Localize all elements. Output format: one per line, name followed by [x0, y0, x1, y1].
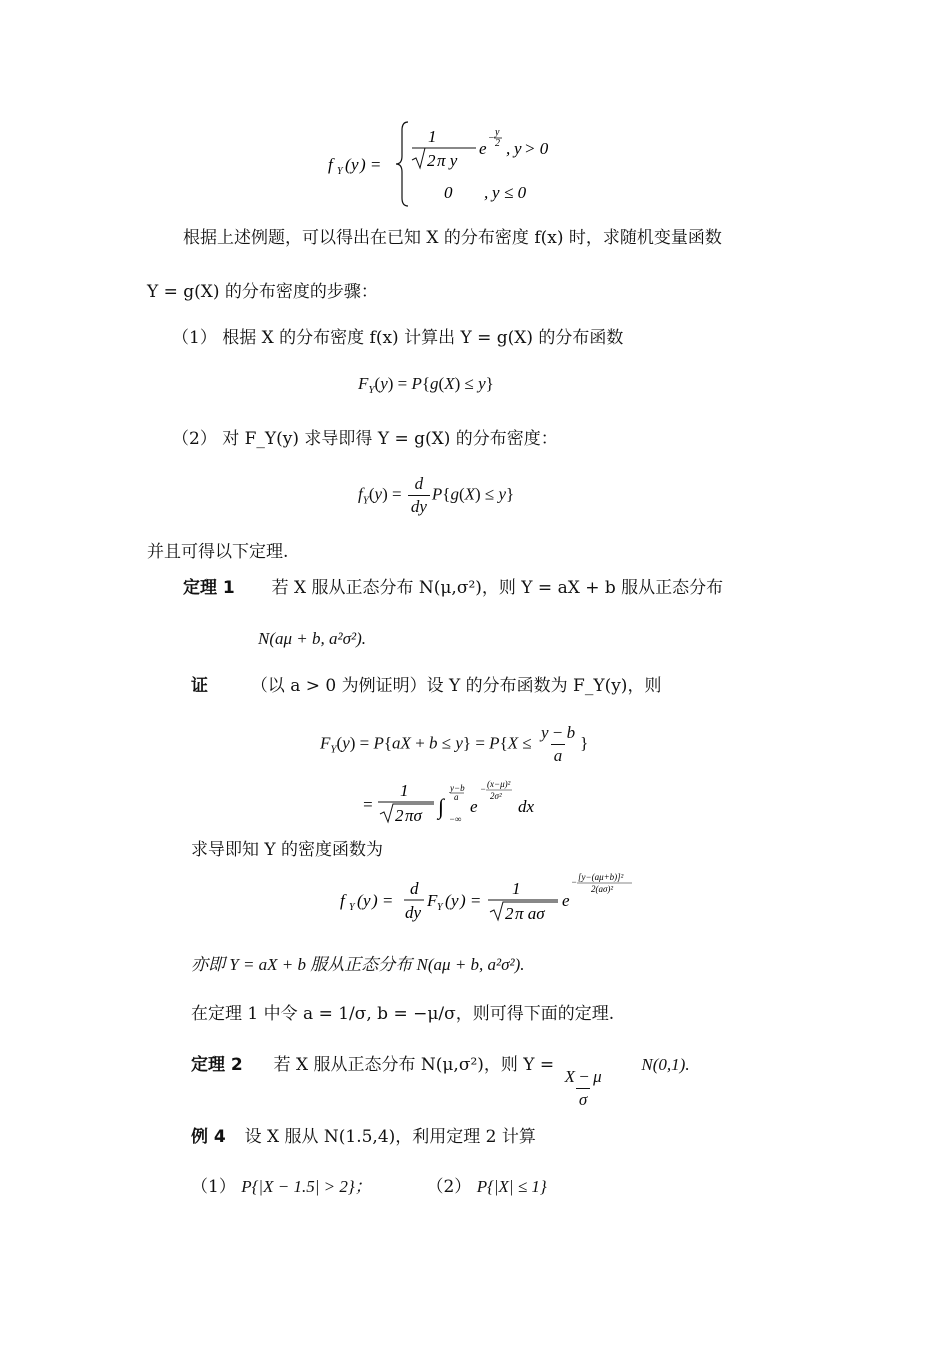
example-4-questions [191, 1176, 547, 1198]
svg-text:e: e [479, 139, 487, 158]
svg-text:e: e [470, 797, 478, 816]
svg-text:−: − [571, 877, 578, 887]
svg-text:Y: Y [337, 166, 343, 177]
svg-text:y: y [492, 183, 500, 202]
svg-text:y: y [514, 139, 522, 158]
svg-text:dy: dy [405, 903, 422, 922]
example-4-text: 设 X 服从 N(1.5,4)，利用定理 2 计算 [244, 1127, 536, 1147]
svg-text:(x−μ)²: (x−μ)² [487, 779, 511, 789]
svg-text:y: y [495, 127, 500, 138]
svg-text:f: f [340, 891, 345, 910]
svg-text:1: 1 [428, 127, 437, 146]
proof-derive-text: 求导即知 Y 的密度函数为 [191, 840, 384, 860]
svg-text:1: 1 [512, 879, 521, 898]
step-2-text: 对 F_Y(y) 求导即得 Y = g(X) 的分布密度： [222, 429, 558, 449]
svg-text:∫: ∫ [438, 794, 445, 819]
piecewise-density-formula [328, 118, 568, 210]
step-1-text: 根据 X 的分布密度 f(x) 计算出 Y = g(X) 的分布函数 [222, 328, 624, 348]
svg-text:F: F [427, 891, 438, 910]
after-steps-text: 并且可得以下定理. [147, 542, 289, 562]
svg-text:e: e [562, 891, 570, 910]
proof-text: （以 a > 0 为例证明）设 Y 的分布函数为 F_Y(y)，则 [250, 676, 662, 696]
proof-intro [191, 675, 661, 697]
svg-text:[y−(aμ+b)]²: [y−(aμ+b)]² [578, 872, 624, 882]
svg-text:Y: Y [349, 902, 355, 913]
svg-text:2: 2 [427, 151, 436, 170]
theorem-2-text: 若 X 服从正态分布 N(μ,σ²)，则 Y = [273, 1055, 555, 1075]
svg-text:2: 2 [505, 904, 514, 923]
theorem-1-label: 定理 1 [183, 578, 235, 598]
integral-formula-svg [360, 776, 560, 834]
proof-formula-3 [340, 868, 640, 937]
svg-text:,: , [506, 139, 511, 158]
svg-text:) =: ) = [372, 891, 394, 910]
theorem-2 [191, 1054, 690, 1110]
svg-text:f: f [328, 155, 333, 174]
question-1-label: （1） [191, 1177, 236, 1197]
svg-text:y: y [451, 891, 459, 910]
density-derivative-formula: $f_Y(y)$ = $\frac{d}{dy}$ P{g(X) ≤ y} [358, 474, 515, 516]
svg-text:1: 1 [400, 781, 409, 800]
svg-text:−: − [480, 784, 487, 794]
standardize-fraction: $\frac{X - \mu}{\sigma}$ [564, 1067, 602, 1109]
svg-text:a: a [454, 792, 459, 802]
density-result-svg [340, 868, 640, 932]
theorem-2-tail: N(0,1). [641, 1055, 690, 1074]
svg-text:) =: ) = [360, 155, 382, 174]
svg-text:πσ: πσ [405, 806, 422, 825]
proof-conclusion: 亦即 Y = aX + b 服从正态分布 N(aμ + b, a²σ²). [191, 955, 525, 974]
question-1: P{|X − 1.5| > 2}； [241, 1177, 372, 1196]
svg-text:−: − [488, 133, 495, 144]
intro-line-2: Y = g(X) 的分布密度的步骤： [147, 282, 378, 302]
corollary-intro: 在定理 1 中令 a = 1/σ, b = −μ/σ，则可得下面的定理. [191, 1004, 615, 1024]
svg-text:−∞: −∞ [449, 814, 462, 824]
theorem-1-text: 若 X 服从正态分布 N(μ,σ²)，则 Y = aX + b 服从正态分布 [271, 578, 724, 598]
step-1 [172, 327, 623, 349]
svg-text:0: 0 [444, 183, 453, 202]
svg-text:2: 2 [395, 806, 404, 825]
svg-text:π y: π y [437, 151, 458, 170]
piecewise-formula-svg [328, 118, 568, 210]
svg-text:2: 2 [495, 138, 500, 149]
svg-text:Y: Y [437, 902, 443, 913]
example-4 [191, 1126, 536, 1148]
proof-label: 证 [191, 676, 208, 696]
question-2-label: （2） [426, 1177, 472, 1197]
svg-text:> 0: > 0 [524, 139, 549, 158]
theorem-1 [183, 577, 723, 599]
svg-text:) =: ) = [460, 891, 482, 910]
distribution-function-formula: $F_Y(y) = P\{g(X) \le y\}$ [358, 374, 494, 396]
proof-formula-1: $F_Y(y) = P\{aX + b \le y\} = P\{X$ ≤ $\frac{y - b}{a}$ } [320, 723, 589, 765]
svg-text:π aσ: π aσ [515, 904, 545, 923]
svg-text:(: ( [345, 155, 351, 174]
svg-text:,: , [484, 183, 489, 202]
step-2-label: （2） [172, 429, 217, 449]
svg-text:y: y [363, 891, 371, 910]
svg-text:y−b: y−b [450, 783, 465, 793]
question-2: P{|X| ≤ 1} [476, 1177, 547, 1196]
step-2 [172, 428, 558, 450]
svg-text:2σ²: 2σ² [490, 791, 502, 801]
step-1-label: （1） [172, 328, 217, 348]
svg-text:=: = [362, 795, 374, 814]
svg-text:dx: dx [518, 797, 535, 816]
svg-text:(: ( [445, 891, 451, 910]
svg-text:d: d [410, 879, 419, 898]
example-4-label: 例 4 [191, 1127, 226, 1147]
intro-line-1: 根据上述例题，可以得出在已知 X 的分布密度 f(x) 时，求随机变量函数 [183, 228, 722, 248]
svg-text:y: y [351, 155, 359, 174]
theorem-2-label: 定理 2 [191, 1055, 243, 1075]
proof-formula-2 [360, 776, 560, 839]
svg-text:2(aσ)²: 2(aσ)² [591, 884, 614, 894]
svg-text:(: ( [357, 891, 363, 910]
svg-text:≤ 0: ≤ 0 [504, 183, 527, 202]
theorem-1-text-2: N(aμ + b, a²σ²). [258, 629, 366, 648]
